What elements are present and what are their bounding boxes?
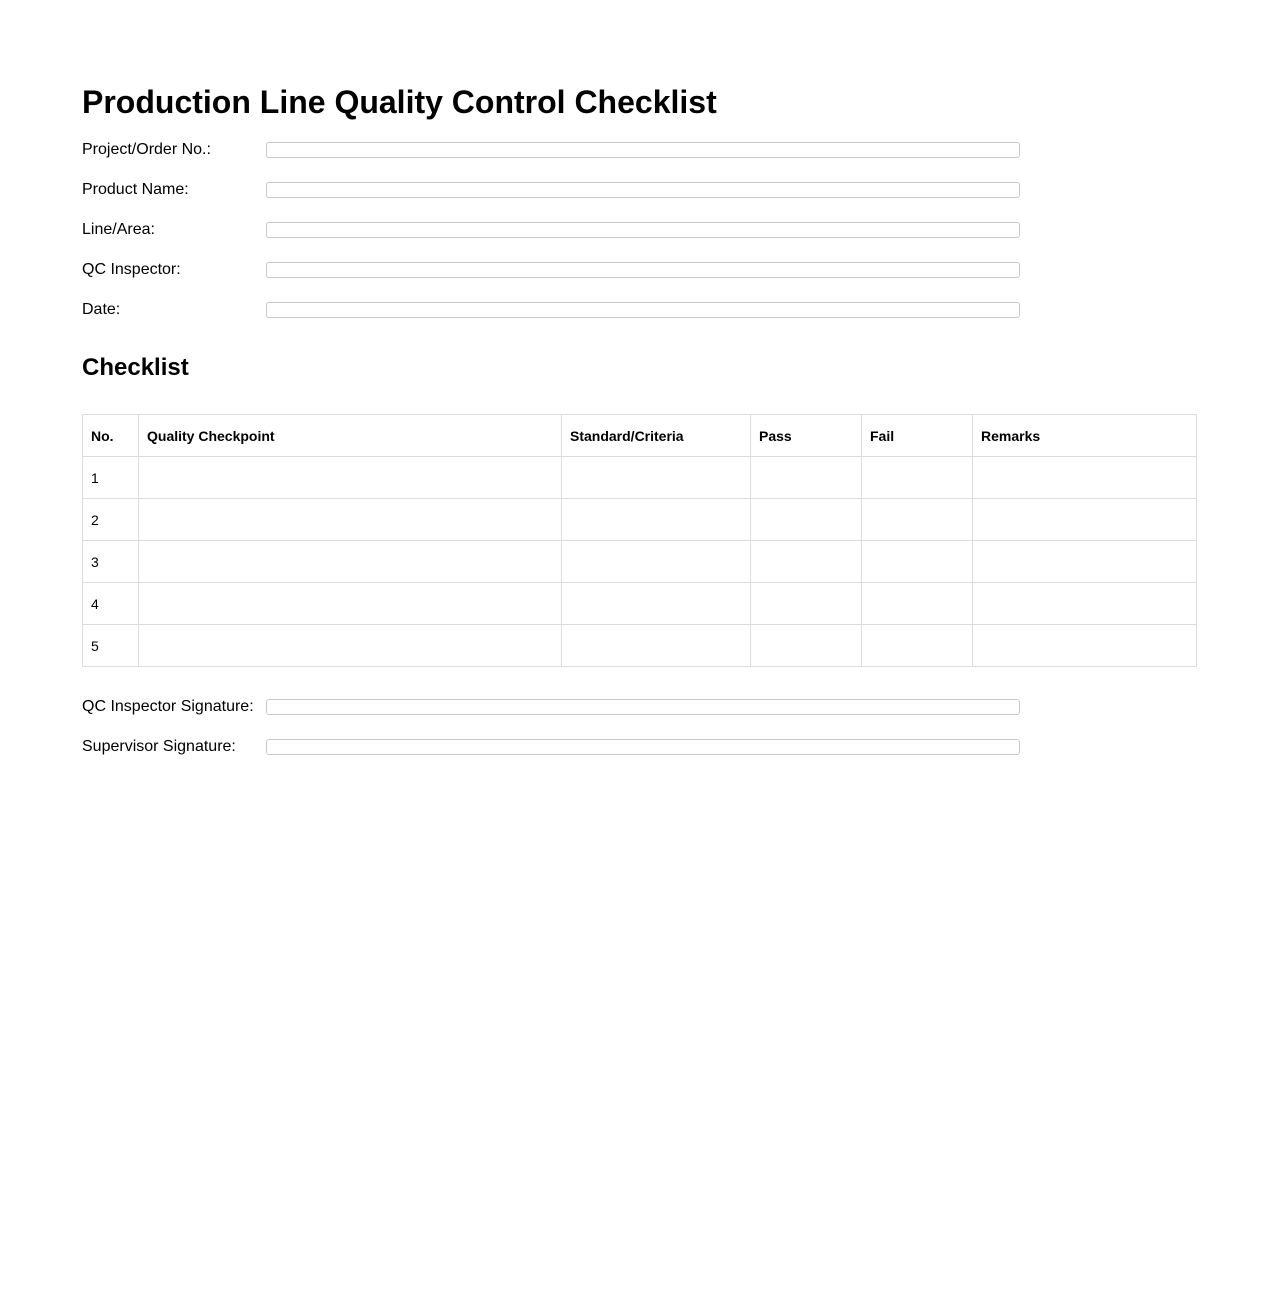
quality-checkpoint-cell[interactable] [139, 499, 562, 541]
column-header-standard-criteria: Standard/Criteria [562, 415, 751, 457]
standard-criteria-cell[interactable] [562, 583, 751, 625]
pass-cell[interactable] [751, 499, 862, 541]
table-row [83, 625, 1197, 667]
table-row [83, 499, 1197, 541]
column-header-pass: Pass [751, 415, 862, 457]
page-title: Production Line Quality Control Checklist [82, 84, 717, 120]
project-order-label: Project/Order No.: [82, 141, 211, 158]
row-number-cell: 1 [83, 457, 139, 499]
fail-cell[interactable] [862, 583, 973, 625]
field-row-line-area [82, 220, 1022, 240]
project-order-input[interactable] [266, 142, 1020, 158]
product-name-input[interactable] [266, 182, 1020, 198]
table-row [83, 457, 1197, 499]
row-number-cell: 4 [83, 583, 139, 625]
quality-checkpoint-cell[interactable] [139, 583, 562, 625]
fail-cell[interactable] [862, 499, 973, 541]
row-number-cell: 3 [83, 541, 139, 583]
checklist-heading: Checklist [82, 354, 189, 381]
line-area-input[interactable] [266, 222, 1020, 238]
pass-cell[interactable] [751, 625, 862, 667]
pass-cell[interactable] [751, 457, 862, 499]
remarks-cell[interactable] [973, 457, 1197, 499]
column-header-no: No. [83, 415, 139, 457]
standard-criteria-cell[interactable] [562, 541, 751, 583]
pass-cell[interactable] [751, 583, 862, 625]
standard-criteria-cell[interactable] [562, 457, 751, 499]
remarks-cell[interactable] [973, 583, 1197, 625]
quality-checkpoint-cell[interactable] [139, 457, 562, 499]
line-area-label: Line/Area: [82, 221, 155, 238]
quality-checkpoint-cell[interactable] [139, 625, 562, 667]
checklist-table [82, 414, 1197, 667]
remarks-cell[interactable] [973, 625, 1197, 667]
qc-inspector-signature-label: QC Inspector Signature: [82, 698, 254, 715]
row-number-cell: 2 [83, 499, 139, 541]
standard-criteria-cell[interactable] [562, 625, 751, 667]
field-row-product-name [82, 180, 1022, 200]
supervisor-signature-label: Supervisor Signature: [82, 738, 236, 755]
column-header-quality-checkpoint: Quality Checkpoint [139, 415, 562, 457]
fail-cell[interactable] [862, 625, 973, 667]
table-row [83, 541, 1197, 583]
date-input[interactable] [266, 302, 1020, 318]
standard-criteria-cell[interactable] [562, 499, 751, 541]
qc-inspector-signature-input[interactable] [266, 699, 1020, 715]
pass-cell[interactable] [751, 541, 862, 583]
qc-inspector-input[interactable] [266, 262, 1020, 278]
column-header-fail: Fail [862, 415, 973, 457]
field-row-qc-inspector-signature [82, 697, 1022, 717]
quality-checkpoint-cell[interactable] [139, 541, 562, 583]
field-row-date [82, 300, 1022, 320]
fail-cell[interactable] [862, 541, 973, 583]
table-header-row [83, 415, 1197, 457]
field-row-supervisor-signature [82, 737, 1022, 757]
product-name-label: Product Name: [82, 181, 189, 198]
date-label: Date: [82, 301, 121, 318]
field-row-project-order [82, 140, 1022, 160]
table-row [83, 583, 1197, 625]
column-header-remarks: Remarks [973, 415, 1197, 457]
fail-cell[interactable] [862, 457, 973, 499]
qc-inspector-label: QC Inspector: [82, 261, 181, 278]
field-row-qc-inspector [82, 260, 1022, 280]
row-number-cell: 5 [83, 625, 139, 667]
supervisor-signature-input[interactable] [266, 739, 1020, 755]
remarks-cell[interactable] [973, 541, 1197, 583]
remarks-cell[interactable] [973, 499, 1197, 541]
